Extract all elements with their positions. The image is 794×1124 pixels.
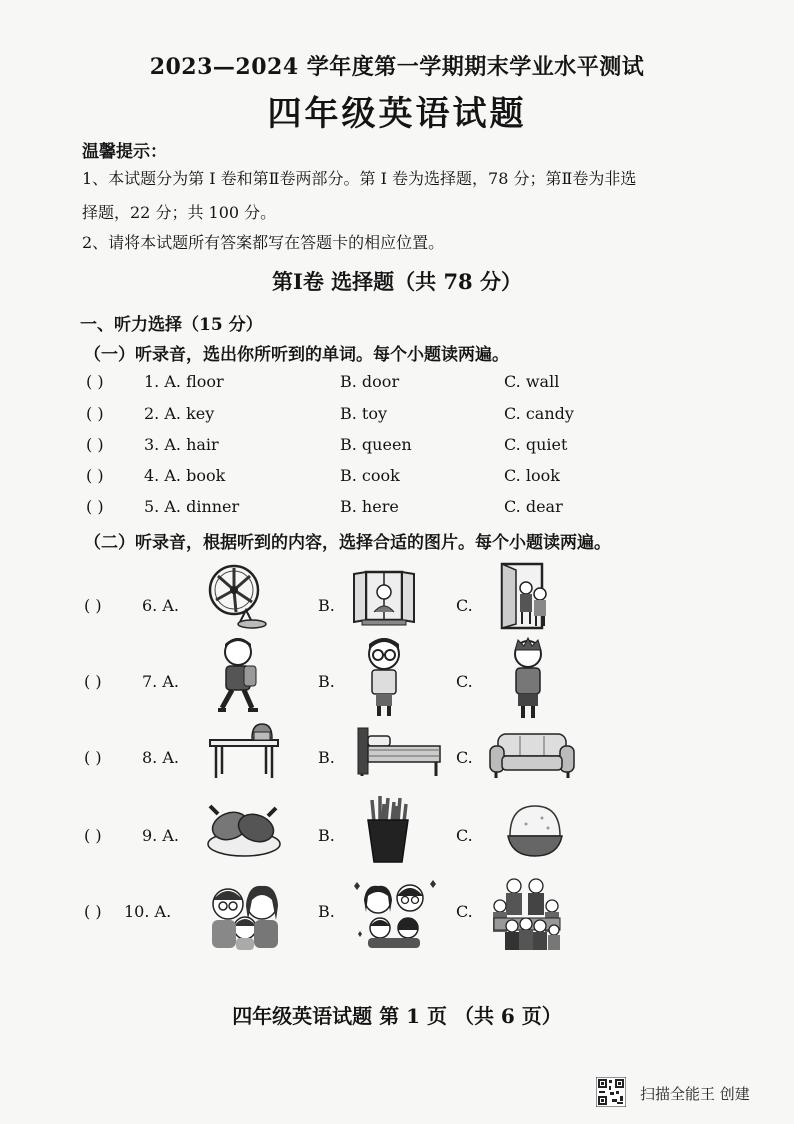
fan-picture[interactable] [206, 562, 270, 630]
option-a: 4. A. book [144, 466, 226, 485]
window-picture[interactable] [352, 568, 416, 628]
option-a: 8. A. [142, 748, 179, 767]
option-b: B. cook [340, 466, 400, 485]
rice-picture[interactable] [504, 802, 566, 860]
word-question-row [86, 372, 706, 394]
option-c: C. [456, 748, 473, 767]
qr-code-icon [596, 1077, 626, 1107]
option-b: B. queen [340, 435, 412, 454]
answer-paren[interactable]: ( ) [84, 672, 102, 691]
option-a: 7. A. [142, 672, 179, 691]
table-with-phone-picture[interactable] [208, 720, 280, 780]
exam-year-line: 2023—2024 学年度第一学期期末学业水平测试 [149, 54, 645, 80]
option-a: 1. A. floor [144, 372, 224, 391]
exam-title: 四年级英语试题 [267, 94, 527, 134]
word-question-row [86, 466, 706, 488]
answer-paren[interactable]: ( ) [84, 902, 102, 921]
word-question-row [86, 404, 706, 426]
option-c: C. [456, 826, 473, 845]
option-c: C. [456, 672, 473, 691]
answer-paren[interactable]: ( ) [86, 497, 104, 516]
option-c: C. wall [504, 372, 560, 391]
option-b: B. [318, 826, 335, 845]
boy-with-bag-picture[interactable] [214, 636, 264, 714]
option-b: B. door [340, 372, 400, 391]
sub-heading-1: （一）听录音，选出你所听到的单词。每个小题读两遍。 [84, 345, 509, 365]
boy-with-glasses-picture[interactable] [362, 636, 406, 718]
fries-picture[interactable] [364, 794, 412, 864]
tip-line-3: 2、请将本试题所有答案都写在答题卡的相应位置。 [82, 233, 445, 252]
scanner-watermark [596, 1075, 786, 1111]
section-title: 第I卷 选择题（共 78 分） [272, 269, 522, 294]
page-footer: 四年级英语试题 第 1 页 （共 6 页） [232, 1004, 562, 1028]
boy-standing-picture[interactable] [508, 636, 548, 722]
family-of-three-picture[interactable] [204, 876, 286, 952]
answer-paren[interactable]: ( ) [86, 404, 104, 423]
bed-picture[interactable] [356, 726, 444, 778]
option-b: B. here [340, 497, 399, 516]
sofa-picture[interactable] [488, 730, 576, 780]
option-a: 2. A. key [144, 404, 215, 423]
picture-question-row [80, 636, 720, 716]
tips-heading: 温馨提示： [82, 142, 167, 162]
picture-question-row [80, 876, 720, 956]
answer-paren[interactable]: ( ) [84, 748, 102, 767]
answer-paren[interactable]: ( ) [86, 466, 104, 485]
sub-heading-2: （二）听录音，根据听到的内容，选择合适的图片。每个小题读两遍。 [84, 533, 611, 553]
word-question-row [86, 435, 706, 457]
option-b: B. [318, 672, 335, 691]
tip-line-1: 1、本试题分为第 I 卷和第Ⅱ卷两部分。第 I 卷为选择题，78 分；第Ⅱ卷为非选 [82, 169, 637, 188]
option-c: C. dear [504, 497, 563, 516]
tip-line-2: 择题，22 分；共 100 分。 [82, 203, 277, 222]
door-picture[interactable] [498, 562, 552, 630]
option-c: C. [456, 596, 473, 615]
scanner-text: 扫描全能王 创建 [640, 1085, 750, 1103]
option-b: B. toy [340, 404, 388, 423]
option-b: B. [318, 596, 335, 615]
big-family-picture[interactable] [488, 876, 566, 954]
picture-question-row [80, 720, 720, 800]
option-b: B. [318, 748, 335, 767]
option-c: C. [456, 902, 473, 921]
family-of-four-picture[interactable] [350, 878, 440, 950]
part-heading: 一、听力选择（15 分） [80, 315, 263, 335]
option-b: B. [318, 902, 335, 921]
option-a: 3. A. hair [144, 435, 219, 454]
answer-paren[interactable]: ( ) [86, 435, 104, 454]
option-c: C. quiet [504, 435, 568, 454]
picture-question-row [80, 794, 720, 874]
option-c: C. candy [504, 404, 574, 423]
option-a: 5. A. dinner [144, 497, 240, 516]
answer-paren[interactable]: ( ) [86, 372, 104, 391]
answer-paren[interactable]: ( ) [84, 596, 102, 615]
option-c: C. look [504, 466, 560, 485]
option-a: 10. A. [124, 902, 172, 921]
option-a: 9. A. [142, 826, 179, 845]
picture-question-row [80, 562, 720, 642]
option-a: 6. A. [142, 596, 179, 615]
answer-paren[interactable]: ( ) [84, 826, 102, 845]
word-question-row [86, 497, 706, 519]
chicken-picture[interactable] [204, 800, 282, 860]
